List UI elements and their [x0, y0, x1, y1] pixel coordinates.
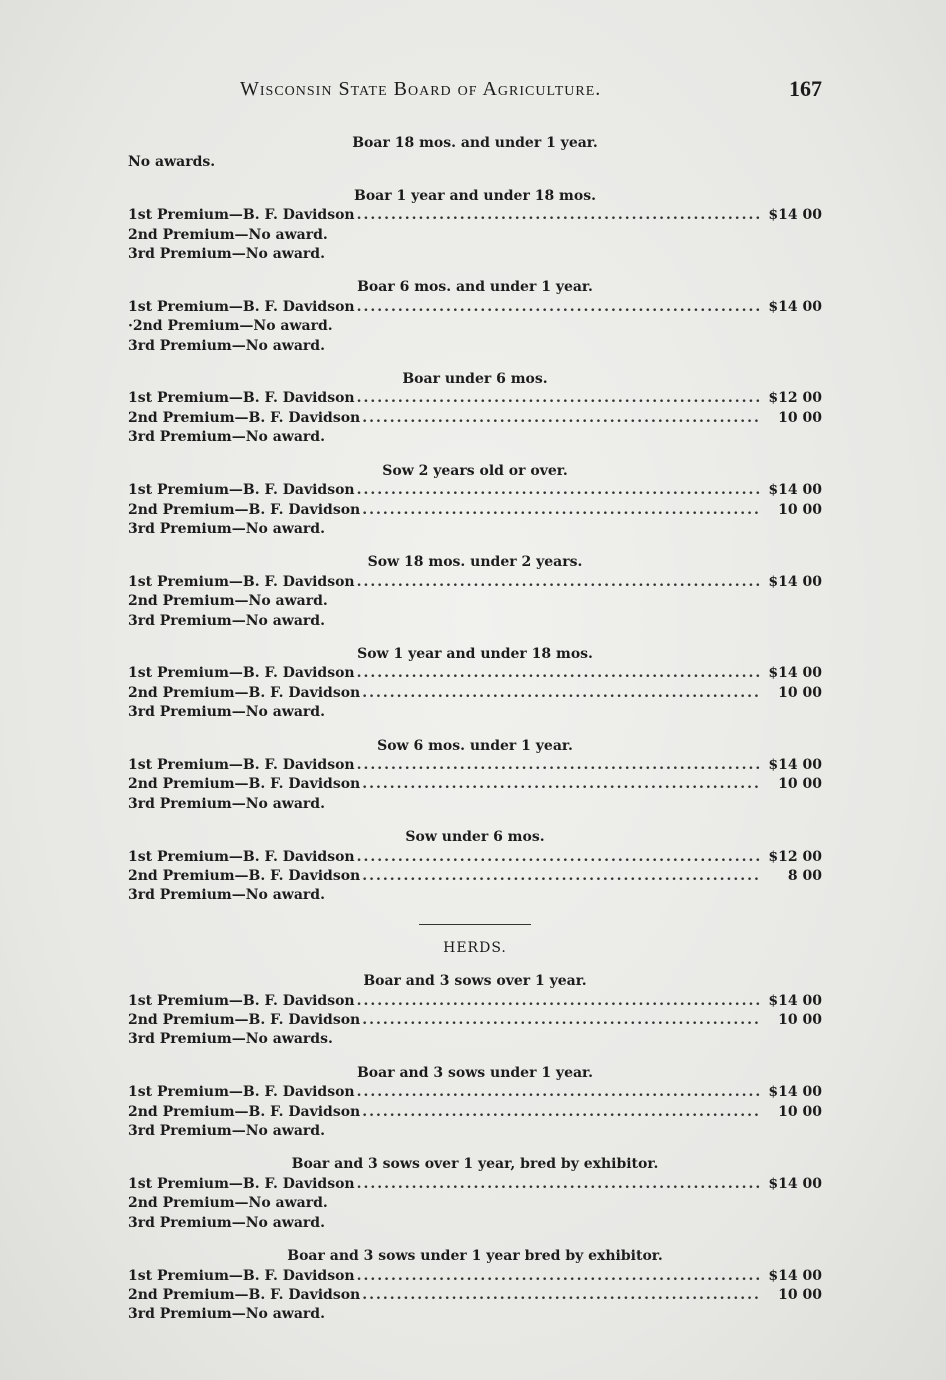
page-header [240, 78, 830, 106]
section-title: Boar 18 mos. and under 1 year. [352, 135, 598, 151]
award-section [128, 972, 822, 1050]
premium-label: 2nd Premium—B. F. Davidson [128, 1286, 361, 1303]
premium-amount: 10 00 [778, 684, 822, 701]
premium-amount: 10 00 [778, 501, 822, 518]
premium-line: 3rd Premium—No award. [128, 1214, 325, 1231]
premium-line [128, 206, 822, 225]
premium-line: 2nd Premium—No award. [128, 226, 328, 243]
premium-line: 3rd Premium—No award. [128, 246, 325, 263]
premium-line [128, 1011, 822, 1030]
premium-amount: 10 00 [778, 1103, 822, 1120]
premium-line: 2nd Premium—No award. [128, 1195, 328, 1212]
leader-dots [357, 1267, 760, 1286]
award-section [128, 187, 822, 265]
award-section [128, 462, 822, 540]
premium-line: 3rd Premium—No award. [128, 520, 325, 537]
running-title: Wisconsin State Board of Agriculture. [240, 78, 602, 100]
premium-label: 2nd Premium—B. F. Davidson [128, 868, 361, 884]
premium-line: 3rd Premium—No award. [128, 337, 325, 354]
leader-dots [362, 1103, 760, 1122]
premium-label: 1st Premium—B. F. Davidson [128, 1267, 355, 1284]
premium-line [128, 867, 822, 886]
premium-line [128, 664, 822, 683]
leader-dots [357, 1083, 760, 1102]
premium-amount: $14 00 [768, 207, 822, 224]
leader-dots [362, 1011, 760, 1030]
premium-line: 3rd Premium—No awards. [128, 1031, 333, 1048]
premium-amount: $12 00 [768, 848, 822, 865]
premium-label: 1st Premium—B. F. Davidson [128, 1084, 355, 1101]
premium-label: 1st Premium—B. F. Davidson [128, 573, 355, 590]
leader-dots [362, 409, 760, 428]
premium-line: ·2nd Premium—No award. [128, 318, 333, 335]
premium-amount: $14 00 [768, 665, 822, 682]
leader-dots [362, 867, 760, 886]
premium-label: 1st Premium—B. F. Davidson [128, 848, 355, 865]
award-section [128, 645, 822, 723]
premium-label: 2nd Premium—B. F. Davidson [128, 776, 361, 793]
premium-line [128, 992, 822, 1011]
award-section [128, 370, 822, 448]
section-title: Boar 1 year and under 18 mos. [354, 187, 596, 204]
premium-label: 1st Premium—B. F. Davidson [128, 207, 355, 224]
leader-dots [357, 389, 760, 408]
premium-label: 2nd Premium—B. F. Davidson [128, 684, 361, 701]
premium-label: 1st Premium—B. F. Davidson [128, 298, 355, 315]
premium-line [128, 298, 822, 317]
premium-label: 2nd Premium—B. F. Davidson [128, 409, 361, 426]
section-title: Sow under 6 mos. [405, 829, 545, 846]
premium-amount: $14 00 [768, 298, 822, 315]
premium-label: 1st Premium—B. F. Davidson [128, 390, 355, 407]
premium-line [128, 756, 822, 775]
premium-amount: 10 00 [778, 1286, 822, 1303]
leader-dots [357, 664, 760, 683]
leader-dots [362, 501, 760, 520]
premium-line [128, 389, 822, 408]
leader-dots [357, 992, 760, 1011]
premium-amount: $14 00 [768, 573, 822, 590]
premium-line [128, 1103, 822, 1122]
premium-amount: 10 00 [778, 1012, 822, 1029]
premium-line [128, 409, 822, 428]
premium-amount: $14 00 [768, 1267, 822, 1284]
leader-dots [357, 481, 760, 500]
leader-dots [362, 1286, 760, 1305]
premium-list [128, 134, 822, 1339]
premium-label: 1st Premium—B. F. Davidson [128, 665, 355, 682]
award-section [128, 278, 822, 356]
divider-rule [419, 924, 531, 925]
premium-line: No awards. [128, 154, 216, 171]
award-section [128, 553, 822, 631]
premium-line: 3rd Premium—No award. [128, 1306, 325, 1323]
premium-line [128, 573, 822, 592]
award-section [128, 134, 822, 173]
section-title: Boar and 3 sows under 1 year bred by exhibitor. [287, 1248, 663, 1265]
premium-amount: $14 00 [768, 756, 822, 773]
premium-line [128, 1286, 822, 1305]
section-title: Sow 18 mos. under 2 years. [367, 554, 583, 571]
premium-label: 2nd Premium—B. F. Davidson [128, 1012, 361, 1029]
leader-dots [357, 848, 760, 867]
premium-line: 2nd Premium—No award. [128, 593, 328, 610]
leader-dots [357, 298, 760, 317]
award-section [128, 1247, 822, 1325]
premium-line [128, 1083, 822, 1102]
premium-line: 3rd Premium—No award. [128, 795, 325, 812]
section-title: Boar and 3 sows over 1 year. [363, 973, 587, 990]
award-section [128, 828, 822, 906]
section-title: Sow 2 years old or over. [382, 462, 568, 479]
premium-label: 1st Premium—B. F. Davidson [128, 756, 355, 773]
leader-dots [357, 206, 760, 225]
herds-heading: HERDS. [443, 939, 507, 956]
premium-amount: 10 00 [778, 409, 822, 426]
premium-line: 3rd Premium—No award. [128, 429, 325, 446]
award-section [128, 1155, 822, 1233]
premium-amount: $14 00 [768, 482, 822, 499]
premium-line [128, 481, 822, 500]
premium-line [128, 775, 822, 794]
leader-dots [362, 775, 760, 794]
premium-amount: 8 00 [787, 868, 822, 884]
section-title: Sow 1 year and under 18 mos. [357, 645, 593, 662]
award-section [128, 1064, 822, 1142]
leader-dots [357, 1175, 760, 1194]
premium-line [128, 1267, 822, 1286]
section-title: Boar 6 mos. and under 1 year. [357, 279, 593, 296]
section-title: Sow 6 mos. under 1 year. [377, 737, 573, 754]
premium-line [128, 1175, 822, 1194]
premium-amount: $14 00 [768, 1084, 822, 1101]
premium-line: 3rd Premium—No award. [128, 1123, 325, 1140]
leader-dots [357, 573, 760, 592]
premium-line [128, 501, 822, 520]
leader-dots [362, 684, 760, 703]
premium-label: 1st Premium—B. F. Davidson [128, 482, 355, 499]
leader-dots [357, 756, 760, 775]
premium-line [128, 684, 822, 703]
award-section [128, 737, 822, 815]
section-title: Boar and 3 sows under 1 year. [356, 1064, 594, 1081]
premium-label: 1st Premium—B. F. Davidson [128, 992, 355, 1009]
premium-amount: 10 00 [778, 776, 822, 793]
premium-line: 3rd Premium—No award. [128, 704, 325, 721]
premium-label: 2nd Premium—B. F. Davidson [128, 1103, 361, 1120]
section-title: Boar under 6 mos. [402, 371, 548, 388]
page-number: 167 [789, 76, 822, 101]
section-title: Boar and 3 sows over 1 year, bred by exhibitor. [291, 1156, 659, 1173]
premium-label: 2nd Premium—B. F. Davidson [128, 501, 361, 518]
premium-amount: $12 00 [768, 390, 822, 407]
premium-line: 3rd Premium—No award. [128, 887, 325, 904]
premium-line: 3rd Premium—No award. [128, 612, 325, 629]
premium-label: 1st Premium—B. F. Davidson [128, 1175, 355, 1192]
premium-amount: $14 00 [768, 1175, 822, 1192]
premium-line [128, 848, 822, 867]
premium-amount: $14 00 [768, 992, 822, 1009]
